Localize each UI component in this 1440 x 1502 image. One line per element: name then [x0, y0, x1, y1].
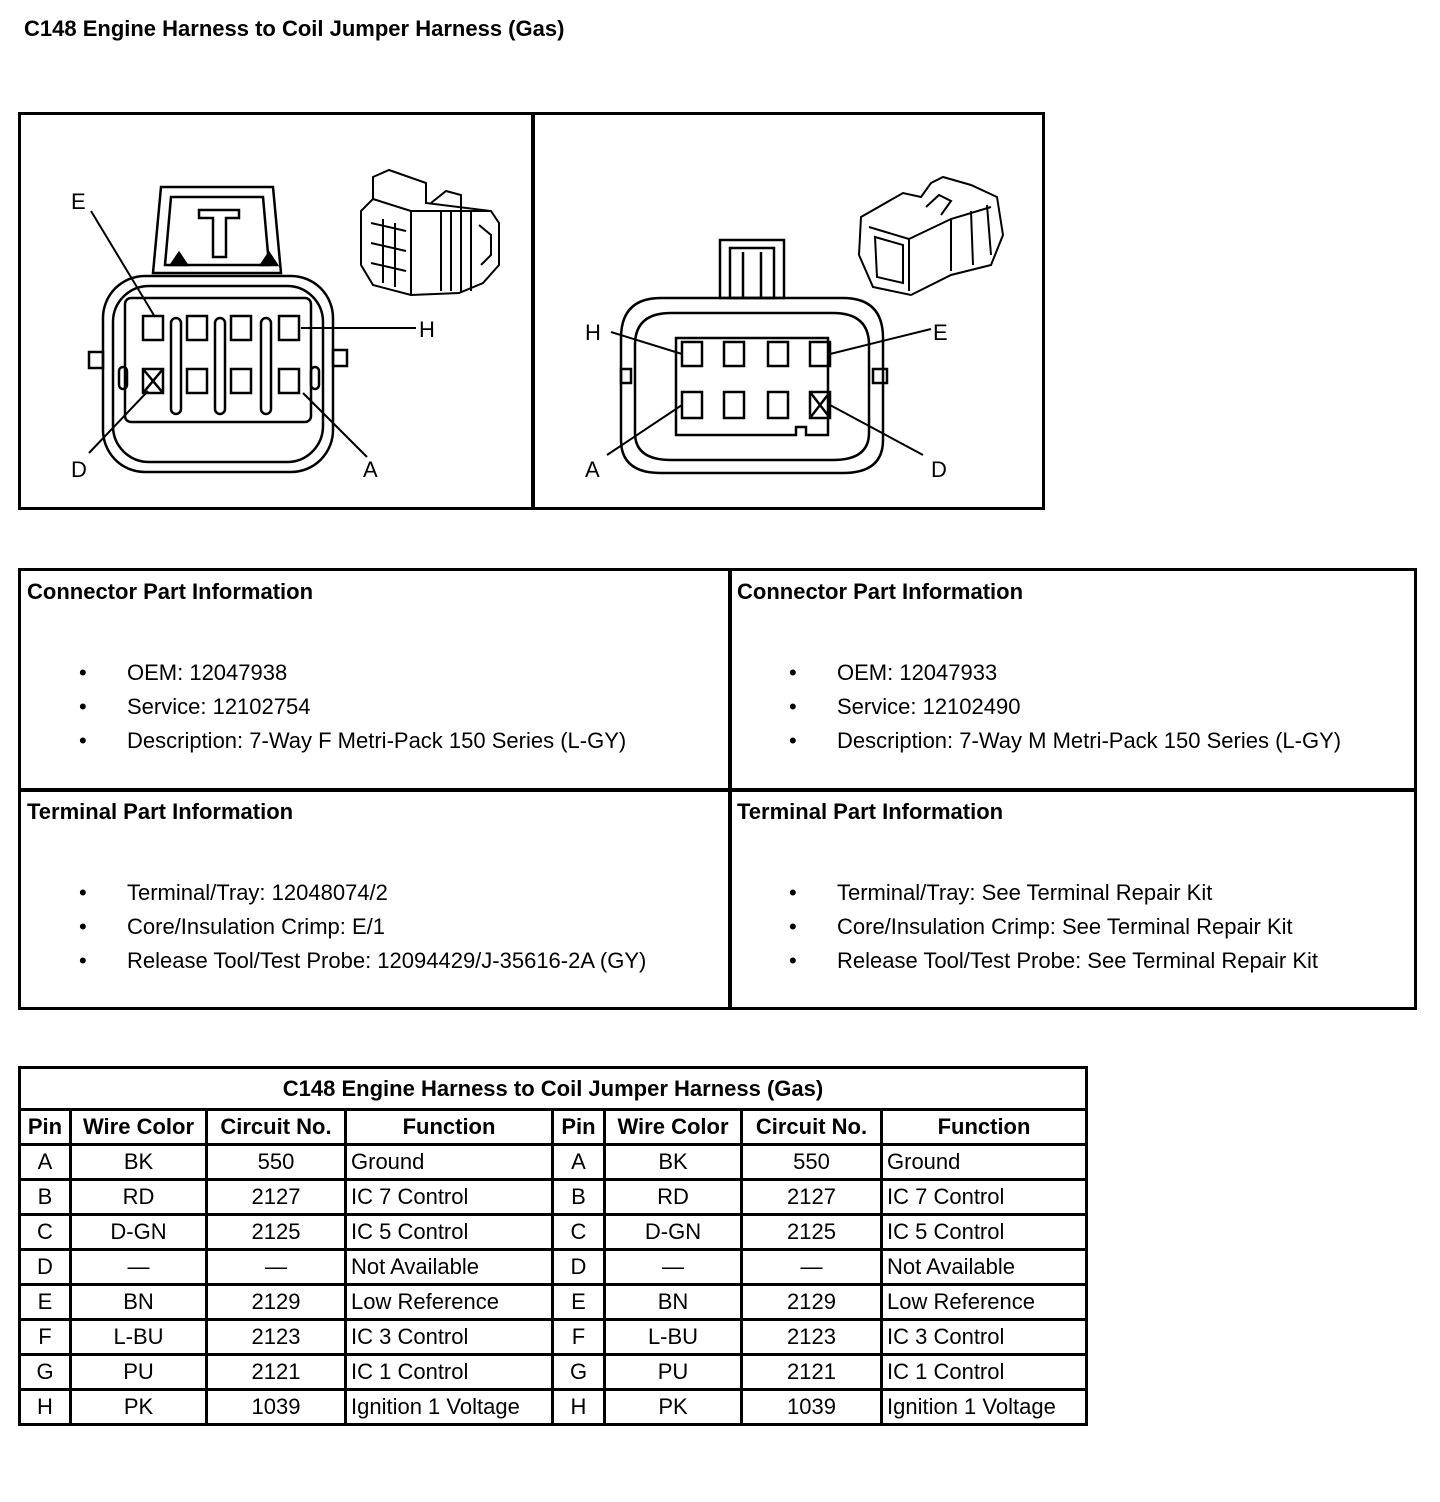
table-cell: RD — [71, 1180, 207, 1215]
table-cell: 550 — [742, 1145, 882, 1180]
right-label-d: D — [931, 457, 947, 482]
male-connector-face — [621, 240, 887, 473]
table-row — [20, 1215, 1087, 1250]
table-cell: IC 5 Control — [882, 1215, 1087, 1250]
table-cell: IC 3 Control — [882, 1320, 1087, 1355]
list-item: • Core/Insulation Crimp: E/1 — [79, 914, 385, 939]
table-cell: 2123 — [207, 1320, 346, 1355]
pinout-table-body — [20, 1145, 1087, 1425]
connector-info-right — [737, 579, 1412, 784]
table-cell: D-GN — [71, 1215, 207, 1250]
left-label-h: H — [419, 317, 435, 342]
table-cell: C — [20, 1215, 71, 1250]
table-cell: BN — [71, 1285, 207, 1320]
list-item: • Terminal/Tray: See Terminal Repair Kit — [789, 880, 1213, 905]
table-cell: 1039 — [207, 1390, 346, 1425]
info-horizontal-divider — [21, 788, 1414, 792]
table-cell: PK — [605, 1390, 742, 1425]
table-cell: B — [553, 1180, 605, 1215]
table-cell: A — [20, 1145, 71, 1180]
column-header: Pin — [20, 1110, 71, 1145]
terminal-info-right — [737, 799, 1412, 1004]
table-cell: IC 5 Control — [346, 1215, 553, 1250]
column-header: Function — [882, 1110, 1087, 1145]
right-label-e: E — [933, 320, 948, 345]
table-cell: Ignition 1 Voltage — [346, 1390, 553, 1425]
table-cell: BN — [605, 1285, 742, 1320]
column-header: Wire Color — [71, 1110, 207, 1145]
pinout-table-header — [20, 1110, 1087, 1145]
list-item: • Service: 12102754 — [79, 694, 311, 719]
table-cell: L-BU — [71, 1320, 207, 1355]
connector-drawings — [21, 115, 1042, 507]
table-row — [20, 1250, 1087, 1285]
table-cell: 2127 — [742, 1180, 882, 1215]
terminal-info-left — [27, 799, 727, 1004]
table-cell: 550 — [207, 1145, 346, 1180]
table-cell: 2125 — [742, 1215, 882, 1250]
left-callout-lines — [89, 211, 416, 457]
right-label-h: H — [585, 320, 601, 345]
table-cell: B — [20, 1180, 71, 1215]
page-title: C148 Engine Harness to Coil Jumper Harness (Gas) — [24, 16, 565, 41]
column-header: Circuit No. — [742, 1110, 882, 1145]
left-label-d: D — [71, 457, 87, 482]
table-cell: E — [20, 1285, 71, 1320]
table-cell: IC 1 Control — [882, 1355, 1087, 1390]
table-cell: IC 7 Control — [346, 1180, 553, 1215]
list-item: • Terminal/Tray: 12048074/2 — [79, 880, 388, 905]
list-item: • Release Tool/Test Probe: See Terminal Repair Kit — [789, 948, 1318, 973]
table-cell: A — [553, 1145, 605, 1180]
table-cell: D-GN — [605, 1215, 742, 1250]
part-information-grid — [18, 568, 1417, 1010]
table-row — [20, 1355, 1087, 1390]
table-cell: C — [553, 1215, 605, 1250]
table-row — [20, 1145, 1087, 1180]
table-cell: D — [20, 1250, 71, 1285]
table-cell: PU — [71, 1355, 207, 1390]
table-row — [20, 1390, 1087, 1425]
list-item: • OEM: 12047933 — [789, 660, 998, 685]
column-header: Function — [346, 1110, 553, 1145]
table-row — [20, 1180, 1087, 1215]
female-connector-iso — [361, 170, 499, 295]
connector-diagram — [18, 112, 1045, 510]
table-cell: 2121 — [742, 1355, 882, 1390]
female-connector-face — [89, 187, 347, 472]
table-cell: Not Available — [882, 1250, 1087, 1285]
list-item: • OEM: 12047938 — [79, 660, 288, 685]
column-header: Wire Color — [605, 1110, 742, 1145]
table-cell: Ground — [882, 1145, 1087, 1180]
table-cell: L-BU — [605, 1320, 742, 1355]
table-cell: G — [20, 1355, 71, 1390]
connector-info-left — [27, 579, 727, 784]
table-cell: PU — [605, 1355, 742, 1390]
pinout-table — [18, 1066, 1088, 1426]
table-cell: H — [553, 1390, 605, 1425]
table-cell: E — [553, 1285, 605, 1320]
table-cell: Ignition 1 Voltage — [882, 1390, 1087, 1425]
table-cell: — — [605, 1250, 742, 1285]
table-row — [20, 1320, 1087, 1355]
column-header: Pin — [553, 1110, 605, 1145]
table-cell: D — [553, 1250, 605, 1285]
table-cell: BK — [71, 1145, 207, 1180]
table-cell: BK — [605, 1145, 742, 1180]
list-item: • Release Tool/Test Probe: 12094429/J-35616-2A (GY) — [79, 948, 647, 973]
table-cell: IC 1 Control — [346, 1355, 553, 1390]
list-item: • Service: 12102490 — [789, 694, 1021, 719]
connector-info-left-heading: Connector Part Information — [27, 579, 314, 604]
table-cell: — — [207, 1250, 346, 1285]
table-cell: 2129 — [207, 1285, 346, 1320]
table-cell: Not Available — [346, 1250, 553, 1285]
table-cell: IC 3 Control — [346, 1320, 553, 1355]
connector-info-right-heading: Connector Part Information — [737, 579, 1024, 604]
column-header: Circuit No. — [207, 1110, 346, 1145]
table-cell: PK — [71, 1390, 207, 1425]
table-cell: 2127 — [207, 1180, 346, 1215]
terminal-info-right-heading: Terminal Part Information — [737, 799, 1004, 824]
table-cell: Ground — [346, 1145, 553, 1180]
left-label-a: A — [363, 457, 378, 482]
table-cell: Low Reference — [346, 1285, 553, 1320]
table-cell: 2123 — [742, 1320, 882, 1355]
table-cell: IC 7 Control — [882, 1180, 1087, 1215]
table-cell: 2125 — [207, 1215, 346, 1250]
left-label-e: E — [71, 189, 86, 214]
terminal-info-left-heading: Terminal Part Information — [27, 799, 294, 824]
table-cell: H — [20, 1390, 71, 1425]
list-item: • Description: 7-Way F Metri-Pack 150 Series (L-GY) — [79, 728, 627, 753]
table-cell: RD — [605, 1180, 742, 1215]
table-cell: — — [71, 1250, 207, 1285]
table-row — [20, 1285, 1087, 1320]
right-label-a: A — [585, 457, 600, 482]
table-cell: 1039 — [742, 1390, 882, 1425]
table-cell: 2121 — [207, 1355, 346, 1390]
table-cell: Low Reference — [882, 1285, 1087, 1320]
table-cell: F — [553, 1320, 605, 1355]
table-cell: 2129 — [742, 1285, 882, 1320]
table-cell: F — [20, 1320, 71, 1355]
list-item: • Core/Insulation Crimp: See Terminal Repair Kit — [789, 914, 1293, 939]
table-cell: G — [553, 1355, 605, 1390]
list-item: • Description: 7-Way M Metri-Pack 150 Series (L-GY) — [789, 728, 1342, 753]
table-cell: — — [742, 1250, 882, 1285]
male-connector-iso — [859, 177, 1003, 295]
pinout-table-caption: C148 Engine Harness to Coil Jumper Harness (Gas) — [20, 1068, 1087, 1110]
